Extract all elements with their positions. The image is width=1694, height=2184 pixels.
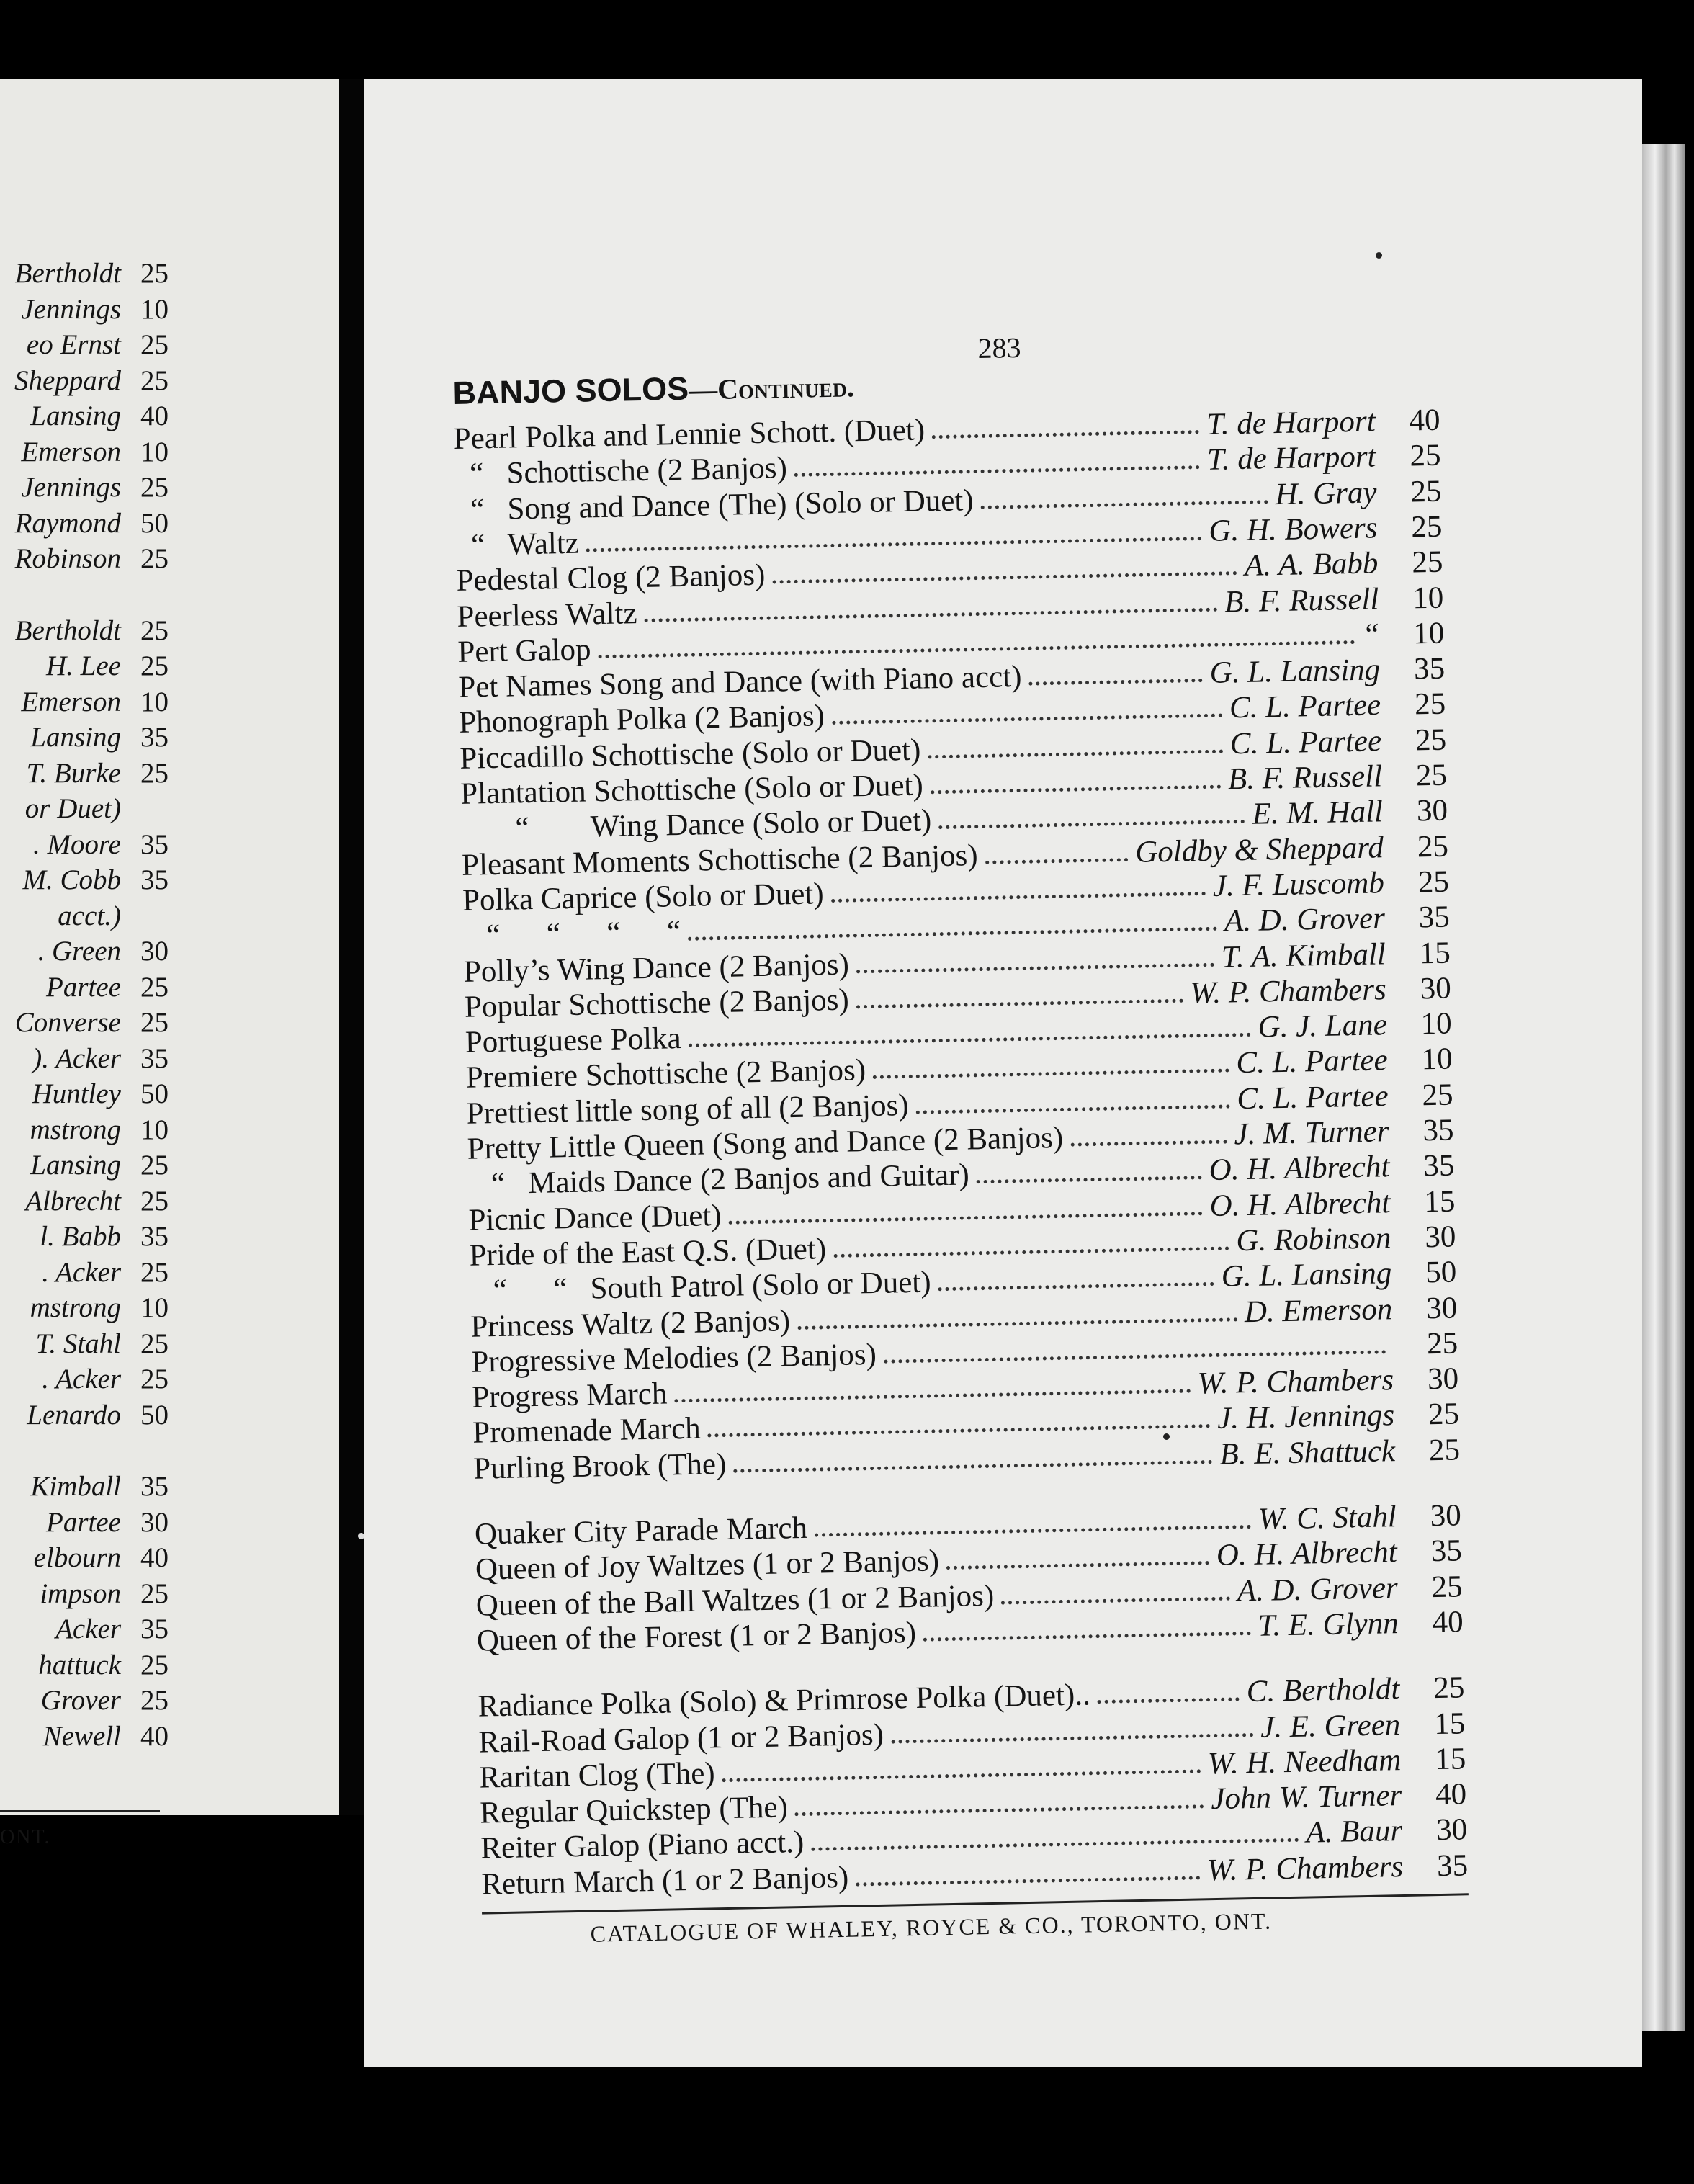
left-composer-name: acct.) — [58, 900, 121, 931]
dot-leader — [815, 1522, 1251, 1537]
entry-composer: G. L. Lansing — [1209, 653, 1381, 690]
left-price: 35 — [140, 1471, 169, 1502]
left-price: 40 — [140, 1720, 169, 1752]
left-composer-name: Jennings — [21, 293, 121, 325]
dot-leader — [938, 1279, 1214, 1291]
entry-composer: John W. Turner — [1210, 1778, 1402, 1817]
left-price: 25 — [140, 258, 169, 289]
entry-price: 35 — [1436, 1848, 1469, 1883]
entry-title: Queen of the Ball Waltzes (1 or 2 Banjos) — [475, 1578, 995, 1623]
dot-leader — [938, 817, 1245, 829]
left-price: 25 — [140, 1364, 169, 1395]
left-list-row — [0, 684, 317, 720]
entry-title: Plantation Schottische (Solo or Duet) — [460, 768, 924, 811]
left-price: 25 — [140, 543, 169, 574]
entry-composer: Goldby & Sheppard — [1134, 830, 1384, 869]
left-composer-name: hattuck — [38, 1649, 121, 1680]
left-composer-name: Partee — [46, 1506, 121, 1538]
left-list-row — [0, 1290, 317, 1326]
dot-leader — [797, 1315, 1237, 1330]
left-list-row — [0, 506, 317, 542]
left-list-row — [0, 720, 317, 756]
entry-title: Promenade March — [472, 1412, 702, 1451]
left-composer-name: Lenardo — [27, 1399, 121, 1431]
left-price: 30 — [140, 936, 169, 967]
dot-leader — [1071, 1137, 1227, 1147]
left-price: 25 — [140, 757, 169, 789]
left-composer-name: . Moore — [32, 828, 121, 860]
left-list-row — [0, 1112, 317, 1148]
left-list-row — [0, 1469, 317, 1505]
entry-price: 25 — [1410, 474, 1442, 509]
entry-title: Quaker City Parade March — [474, 1511, 808, 1552]
entry-composer: D. Emerson — [1244, 1292, 1393, 1329]
entry-title: Purling Brook (The) — [472, 1446, 727, 1486]
entry-composer: T. A. Kimball — [1221, 936, 1386, 975]
entry-title: Prettiest little song of all (2 Banjos) — [466, 1088, 909, 1131]
entry-composer: G. J. Lane — [1258, 1008, 1388, 1044]
entry-composer: T. E. Glynn — [1258, 1606, 1399, 1643]
left-composer-name: or Duet) — [24, 793, 121, 824]
entry-price: 25 — [1422, 1078, 1453, 1112]
speck-mark — [1376, 252, 1382, 259]
entry-price: 25 — [1428, 1397, 1460, 1432]
left-price: 50 — [140, 1078, 169, 1109]
entry-price: 25 — [1415, 722, 1447, 758]
entry-price: 15 — [1434, 1742, 1466, 1776]
dot-leader — [928, 746, 1223, 758]
entry-price: 40 — [1432, 1605, 1464, 1640]
entry-price: 50 — [1425, 1255, 1457, 1290]
left-price: 10 — [140, 686, 169, 717]
entry-price: 40 — [1435, 1777, 1467, 1812]
left-composer-name: Robinson — [14, 543, 121, 574]
left-composer-name: Jennings — [21, 472, 121, 503]
entry-price: 10 — [1420, 1006, 1453, 1042]
entry-title: Princess Waltz (2 Banjos) — [470, 1303, 791, 1344]
entry-composer: B. E. Shattuck — [1219, 1433, 1396, 1472]
left-composer-name: Albrecht — [25, 1185, 121, 1217]
entry-title: Pride of the East Q.S. (Duet) — [469, 1232, 827, 1273]
left-composer-name: Grover — [40, 1685, 121, 1716]
entry-composer: C. L. Partee — [1229, 688, 1381, 725]
entry-price: 25 — [1433, 1670, 1465, 1706]
entry-title: Polka Caprice (Solo or Duet) — [462, 877, 825, 918]
entry-title: Pleasant Moments Schottische (2 Banjos) — [461, 838, 979, 882]
dot-leader — [856, 959, 1214, 973]
entry-price: 10 — [1412, 581, 1444, 615]
left-list-row — [0, 970, 317, 1006]
dot-leader — [733, 1457, 1212, 1473]
entry-composer: W. H. Needham — [1207, 1742, 1402, 1781]
entry-price: 15 — [1433, 1706, 1466, 1741]
left-composer-name: impson — [40, 1577, 121, 1609]
left-list-row — [0, 1326, 317, 1362]
dot-leader — [946, 1558, 1209, 1570]
left-composer-name: H. Lee — [46, 650, 121, 681]
dot-leader — [884, 1347, 1386, 1363]
left-composer-name: mstrong — [30, 1114, 121, 1145]
entry-title: Progress March — [471, 1377, 668, 1415]
left-list-row — [0, 470, 317, 506]
left-price: 25 — [140, 1150, 169, 1181]
entry-composer: A. D. Grover — [1237, 1570, 1399, 1608]
left-list-row — [0, 541, 317, 577]
entry-price: 30 — [1416, 793, 1448, 828]
dot-leader — [981, 497, 1268, 509]
left-composer-name: . Acker — [42, 1364, 121, 1395]
entry-title: Pearl Polka and Lennie Schott. (Duet) — [453, 413, 926, 456]
left-composer-name: M. Cobb — [22, 864, 121, 895]
entry-composer: E. M. Hall — [1252, 795, 1384, 832]
dot-leader — [688, 924, 1217, 941]
dot-leader — [1097, 1695, 1239, 1704]
entry-composer: O. H. Albrecht — [1209, 1150, 1390, 1188]
left-list-row — [0, 1183, 317, 1219]
entry-price: 25 — [1431, 1569, 1464, 1604]
entry-title: “ Maids Dance (2 Banjos and Guitar) — [467, 1158, 970, 1202]
left-composer-name: Huntley — [32, 1078, 121, 1109]
entry-title: Peerless Waltz — [457, 596, 638, 634]
entry-title: “ Schottische (2 Banjos) — [454, 451, 788, 492]
left-list-row — [0, 791, 317, 827]
entry-title: Rail-Road Galop (1 or 2 Banjos) — [478, 1717, 884, 1760]
left-price: 35 — [140, 864, 169, 895]
dot-leader — [832, 711, 1222, 725]
entry-title: Portuguese Polka — [465, 1021, 682, 1060]
entry-title: Pert Galop — [457, 632, 591, 669]
left-list-row — [0, 648, 317, 684]
left-list-row — [0, 1219, 317, 1255]
left-list-row — [0, 292, 317, 328]
left-composer-name: Emerson — [21, 686, 121, 717]
section-heading-title: BANJO SOLOS — [452, 370, 689, 411]
left-price: 25 — [140, 1328, 169, 1359]
entry-title: Progressive Melodies (2 Banjos) — [470, 1337, 877, 1379]
entry-composer: J. F. Luscomb — [1212, 866, 1385, 903]
dot-leader — [689, 1030, 1251, 1047]
entry-price: 25 — [1414, 686, 1446, 722]
left-list-row — [0, 934, 317, 970]
entry-title: “ “ “ “ — [462, 915, 681, 954]
left-price: 35 — [140, 1614, 169, 1644]
left-price: 10 — [140, 436, 169, 467]
dot-leader — [794, 462, 1200, 477]
dot-leader — [674, 1387, 1191, 1403]
dot-leader — [722, 1766, 1201, 1782]
entry-composer: C. L. Partee — [1235, 1043, 1389, 1080]
entry-composer: O. H. Albrecht — [1216, 1535, 1398, 1573]
dot-leader — [932, 427, 1199, 439]
left-price: 35 — [140, 1221, 169, 1252]
entry-price: 25 — [1426, 1326, 1458, 1361]
entry-composer: A. D. Grover — [1224, 901, 1386, 939]
entry-title: “ “ South Patrol (Solo or Duet) — [470, 1265, 931, 1308]
dot-leader — [977, 1173, 1202, 1183]
entry-composer: W. P. Chambers — [1189, 972, 1387, 1011]
dot-leader — [811, 1835, 1299, 1851]
left-composer-name: . Acker — [42, 1256, 121, 1288]
entry-title: Raritan Clog (The) — [479, 1756, 716, 1795]
dot-leader — [916, 1101, 1230, 1114]
entry-title: Pedestal Clog (2 Banjos) — [456, 558, 766, 599]
left-footer-rule — [0, 1810, 160, 1812]
entry-price: 25 — [1417, 864, 1450, 900]
page-number: 283 — [977, 331, 1021, 364]
left-composer-name: Lansing — [30, 1150, 121, 1181]
entry-composer: H. Gray — [1275, 475, 1377, 511]
entry-price: 35 — [1422, 1148, 1455, 1183]
entry-composer: A. Baur — [1305, 1814, 1403, 1850]
entry-title: Pet Names Song and Dance (with Piano acct) — [457, 659, 1022, 704]
speck-mark — [358, 1533, 364, 1539]
left-list-row — [0, 1683, 317, 1719]
entry-composer: J. H. Jennings — [1216, 1398, 1395, 1436]
left-list-row — [0, 1397, 317, 1433]
left-list-row — [0, 1147, 317, 1183]
left-list-row — [0, 256, 317, 292]
dot-leader — [1028, 676, 1202, 686]
page-edge — [1642, 144, 1685, 2031]
left-list-row — [0, 363, 317, 399]
entry-composer: W. P. Chambers — [1197, 1363, 1394, 1401]
entry-title: Piccadillo Schottische (Solo or Duet) — [459, 733, 921, 776]
entry-composer: C. L. Partee — [1236, 1078, 1389, 1116]
left-list-row — [0, 1255, 317, 1291]
entry-price: 15 — [1419, 936, 1451, 970]
left-composer-name: Bertholdt — [14, 614, 121, 646]
left-price: 50 — [140, 1399, 169, 1431]
left-list-row — [0, 1540, 317, 1576]
entry-composer: J. E. Green — [1260, 1707, 1401, 1745]
left-price: 25 — [140, 1256, 169, 1288]
left-price: 10 — [140, 293, 169, 325]
left-composer-name: Emerson — [21, 436, 121, 467]
entry-title: Popular Schottische (2 Banjos) — [464, 983, 850, 1024]
left-composer-name: Acker — [55, 1614, 121, 1644]
entry-composer: O. H. Albrecht — [1209, 1185, 1391, 1223]
left-list-row — [0, 1361, 317, 1397]
left-price: 25 — [140, 650, 169, 681]
entry-composer: C. L. Partee — [1229, 723, 1382, 761]
entry-title: Regular Quickstep (The) — [479, 1790, 789, 1830]
book-gutter — [339, 79, 364, 1815]
dot-leader — [873, 1066, 1229, 1080]
left-composer-name: Newell — [42, 1720, 121, 1752]
left-price: 25 — [140, 472, 169, 503]
left-price: 25 — [140, 614, 169, 646]
entry-price: 35 — [1430, 1534, 1463, 1569]
entry-title: Phonograph Polka (2 Banjos) — [458, 699, 825, 740]
entry-price: 30 — [1424, 1219, 1456, 1255]
entry-composer: B. F. Russell — [1224, 581, 1379, 619]
entry-composer: G. H. Bowers — [1208, 511, 1378, 548]
dot-leader — [1001, 1593, 1230, 1604]
left-composer-name: Converse — [14, 1007, 121, 1038]
left-list-row — [0, 398, 317, 434]
entry-price: 15 — [1423, 1184, 1456, 1219]
dot-leader — [856, 995, 1183, 1008]
dot-leader — [923, 1629, 1251, 1642]
left-composer-name: Lansing — [30, 400, 121, 431]
left-price: 10 — [140, 1292, 169, 1323]
left-composer-name: Raymond — [14, 507, 121, 539]
left-price: 25 — [140, 1185, 169, 1217]
entry-composer: J. M. Turner — [1234, 1114, 1389, 1152]
left-list-row — [0, 1005, 317, 1041]
left-list-row — [0, 756, 317, 792]
entry-title: “ Waltz — [455, 526, 580, 563]
left-composer-name: . Green — [37, 936, 121, 967]
entry-composer: W. P. Chambers — [1206, 1849, 1404, 1887]
left-list-row — [0, 327, 317, 363]
entry-price: 35 — [1422, 1113, 1454, 1148]
left-list-row — [0, 898, 317, 934]
entry-price: 30 — [1427, 1361, 1459, 1397]
left-price: 25 — [140, 1685, 169, 1716]
left-price: 25 — [140, 364, 169, 396]
entry-title: Queen of the Forest (1 or 2 Banjos) — [476, 1615, 917, 1658]
entry-title: “ Wing Dance (Solo or Duet) — [460, 803, 932, 847]
left-price: 40 — [140, 400, 169, 431]
left-list-row — [0, 1076, 317, 1112]
dot-leader — [707, 1421, 1210, 1437]
entry-price: 40 — [1409, 403, 1440, 438]
dot-leader — [891, 1729, 1253, 1743]
entry-price: 25 — [1410, 509, 1443, 545]
entry-composer: T. de Harport — [1206, 404, 1376, 442]
entry-price: 25 — [1410, 438, 1441, 473]
left-list-row — [0, 1576, 317, 1612]
left-price: 25 — [140, 971, 169, 1003]
right-page — [364, 79, 1642, 2067]
entry-composer: T. de Harport — [1206, 439, 1376, 478]
left-list-row — [0, 613, 317, 649]
left-list-row — [0, 434, 317, 470]
entry-title: Reiter Galop (Piano acct.) — [480, 1825, 805, 1866]
entry-title: Queen of Joy Waltzes (1 or 2 Banjos) — [475, 1544, 940, 1587]
entry-price: 10 — [1421, 1042, 1453, 1077]
left-composer-name: ). Acker — [32, 1042, 121, 1074]
left-list-row — [0, 1611, 317, 1647]
left-price: 30 — [140, 1506, 169, 1538]
dot-leader — [985, 855, 1128, 864]
left-list-row — [0, 1041, 317, 1077]
entry-price: 30 — [1435, 1812, 1468, 1848]
section-heading — [452, 367, 854, 412]
entry-title: Picnic Dance (Duet) — [468, 1198, 722, 1238]
entry-price: 35 — [1418, 900, 1451, 935]
entry-title: Radiance Polka (Solo) & Primrose Polka (Duet).. — [478, 1678, 1091, 1724]
entry-price: 25 — [1415, 758, 1448, 793]
entry-composer: “ — [1361, 617, 1380, 652]
left-composer-name: mstrong — [30, 1292, 121, 1323]
entry-composer: G. Robinson — [1235, 1221, 1392, 1258]
left-price: 35 — [140, 1042, 169, 1074]
left-price: 25 — [140, 1577, 169, 1609]
left-composer-name: Sheppard — [14, 364, 121, 396]
entry-price: 30 — [1425, 1290, 1458, 1325]
entry-price: 35 — [1413, 651, 1446, 686]
page-footer: CATALOGUE OF WHALEY, ROYCE & CO., TORONTO, ONT. — [590, 1907, 1273, 1947]
left-list-row — [0, 1505, 317, 1541]
left-composer-name: Bertholdt — [14, 258, 121, 289]
dot-leader — [586, 534, 1202, 552]
left-price: 10 — [140, 1114, 169, 1145]
dot-leader — [834, 1243, 1229, 1258]
dot-leader — [794, 1802, 1204, 1816]
entry-title: Pretty Little Queen (Song and Dance (2 Banjos) — [467, 1120, 1064, 1166]
entry-title: Polly’s Wing Dance (2 Banjos) — [463, 947, 850, 989]
dot-leader — [729, 1209, 1203, 1225]
left-composer-name: elbourn — [33, 1542, 121, 1573]
entry-title: Premiere Schottische (2 Banjos) — [465, 1053, 866, 1096]
left-composer-name: Lansing — [30, 722, 121, 753]
dot-leader — [931, 782, 1221, 795]
left-list-row — [0, 1647, 317, 1683]
left-composer-name: Partee — [46, 971, 121, 1003]
entry-title: “ Song and Dance (The) (Solo or Duet) — [454, 483, 974, 527]
entry-price: 30 — [1420, 971, 1452, 1006]
left-composer-name: T. Stahl — [35, 1328, 121, 1359]
left-price: 40 — [140, 1542, 169, 1573]
entry-price: 25 — [1411, 545, 1443, 580]
left-page — [0, 79, 339, 1848]
left-page-footer: ONT. — [0, 1826, 51, 1848]
left-composer-name: l. Babb — [40, 1221, 121, 1252]
left-composer-name: Kimball — [30, 1471, 121, 1502]
left-list-row — [0, 827, 317, 863]
entry-price: 10 — [1412, 616, 1445, 651]
entry-composer: C. Bertholdt — [1246, 1672, 1400, 1709]
speck-mark — [1163, 1433, 1170, 1440]
left-price: 25 — [140, 1007, 169, 1038]
left-price: 50 — [140, 507, 169, 539]
catalogue-page-content — [450, 241, 1479, 2060]
entry-title: Return March (1 or 2 Banjos) — [480, 1860, 849, 1902]
entry-price: 30 — [1430, 1498, 1462, 1534]
left-list-row — [0, 1719, 317, 1755]
entry-composer: A. A. Babb — [1244, 546, 1379, 583]
section-heading-suffix: —Continued. — [688, 370, 855, 406]
dot-leader — [645, 604, 1218, 622]
entry-price: 25 — [1428, 1433, 1461, 1467]
left-price: 35 — [140, 722, 169, 753]
dot-leader — [773, 568, 1237, 583]
dot-leader — [831, 889, 1206, 903]
left-composer-name: eo Ernst — [26, 329, 121, 360]
dot-leader — [856, 1873, 1200, 1886]
left-price: 25 — [140, 1649, 169, 1680]
entry-composer: G. L. Lansing — [1221, 1256, 1392, 1294]
left-price: 35 — [140, 828, 169, 860]
entry-composer: W. C. Stahl — [1258, 1500, 1397, 1536]
left-price: 25 — [140, 329, 169, 360]
entry-composer: B. F. Russell — [1227, 759, 1383, 797]
left-list-row — [0, 862, 317, 898]
left-composer-name: T. Burke — [26, 757, 121, 789]
entry-price: 25 — [1417, 829, 1449, 864]
